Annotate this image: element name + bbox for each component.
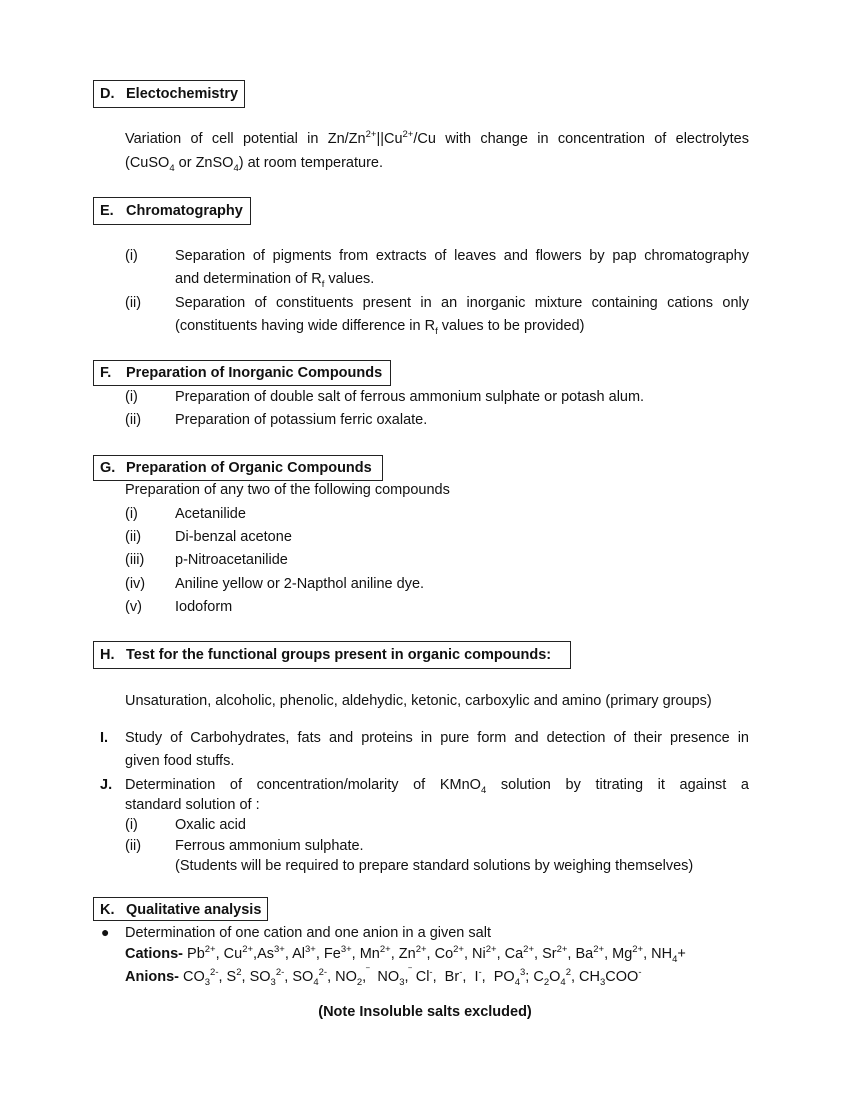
- i-letter: I.: [100, 730, 109, 746]
- section-f-title: Preparation of Inorganic Compounds: [126, 365, 383, 381]
- e2-l2a: (constituents having wide difference in R: [175, 318, 436, 334]
- section-f-item-2: [125, 409, 749, 432]
- j-l1b: solution by titrating it against a: [486, 777, 750, 793]
- g-item-2-num: (ii): [125, 529, 142, 545]
- e1-l2sub: f: [321, 278, 325, 290]
- e-item-1-line2: [175, 268, 749, 291]
- j-letter: J.: [100, 777, 113, 793]
- cations-label: Cations-: [125, 946, 183, 962]
- bullet-icon: ●: [101, 924, 110, 940]
- section-g-letter: G.: [100, 460, 116, 476]
- f-item-2-text: Preparation of potassium ferric oxalate.: [175, 412, 428, 428]
- f-item-1-text: Preparation of double salt of ferrous ammonium sulphate or potash alum.: [175, 389, 645, 405]
- section-e-item-1: [125, 245, 749, 268]
- section-k-title: Qualitative analysis: [126, 901, 262, 918]
- e1-l2b: values.: [324, 271, 375, 287]
- section-g-item-5: [125, 596, 749, 619]
- j-item-2-num: (ii): [125, 838, 142, 854]
- section-h-letter: H.: [100, 647, 115, 663]
- section-k-underline: [93, 920, 268, 921]
- e2-l2b: values to be provided): [437, 318, 585, 334]
- section-j-letter: [100, 774, 112, 797]
- section-k-note: (Note Insoluble salts excluded): [318, 1004, 532, 1020]
- section-f-letter: F.: [100, 365, 112, 381]
- g-item-3-text: p-Nitroacetanilide: [175, 552, 288, 568]
- section-g-item-4: [125, 573, 749, 596]
- e-item-2-line2: [175, 315, 749, 338]
- section-e-letter: E.: [100, 203, 114, 219]
- section-j-item-1: [125, 814, 749, 837]
- section-i-line2: given food stuffs.: [125, 753, 235, 769]
- g-item-5-text: Iodoform: [175, 599, 233, 615]
- e-item-2-num: (ii): [125, 295, 142, 311]
- d-sup1: 2+: [365, 129, 377, 141]
- g-item-2-text: Di-benzal acetone: [175, 529, 292, 545]
- d-sub2: 4: [233, 162, 239, 174]
- g-item-1-num: (i): [125, 506, 138, 522]
- section-f-header: [93, 360, 391, 386]
- section-h-text: Unsaturation, alcoholic, phenolic, aldehydic, ketonic, carboxylic and amino (primary groups): [125, 693, 712, 709]
- section-d-letter: D.: [100, 86, 115, 102]
- e2-l2sub: f: [435, 325, 438, 337]
- e-item-1-num: (i): [125, 248, 138, 264]
- section-h-header: [93, 641, 571, 669]
- d-text-f: ) at room temperature.: [238, 155, 383, 171]
- anions-label: Anions-: [125, 969, 179, 985]
- d-text-e: or ZnSO: [174, 155, 234, 171]
- j-l1a: Determination of concentration/molarity of KMnO: [125, 777, 481, 793]
- section-d-title: Electochemistry: [126, 86, 239, 102]
- d-text-d: (CuSO: [125, 155, 170, 171]
- section-j-note: (Students will be required to prepare standard solutions by weighing themselves): [175, 858, 694, 874]
- anions-line: Anions- $CO_3^{2-}$, $S^2$, $SO_3^{2-}$, $SO_4^{2-}$, $NO_2,^‾$ $NO_3,^‾$ Cl-, Br-, I-, $PO_4^3$; $C_2O_4^2$, $CH_3COO^-$: [125, 967, 642, 988]
- d-sup2: 2+: [402, 129, 414, 141]
- j-item-1-num: (i): [125, 817, 138, 833]
- d-sub1: 4: [169, 162, 175, 174]
- section-e-item-2: [125, 292, 749, 315]
- g-item-3-num: (iii): [125, 552, 145, 568]
- d-text-c: /Cu with change in concentration of electrolytes: [413, 131, 749, 147]
- section-g-item-1: [125, 503, 749, 526]
- g-item-1-text: Acetanilide: [175, 506, 246, 522]
- section-g-header: [93, 455, 383, 481]
- section-k-letter: K.: [100, 901, 115, 918]
- section-h-title: Test for the functional groups present in organic compounds:: [126, 647, 552, 663]
- section-g-item-2: [125, 526, 749, 549]
- cations-line: Cations- $Pb^{2+}$, $Cu^{2+},As^{3+}$, $Al^{3+}$, $Fe^{3+}$, $Mn^{2+}$, $Zn^{2+}$, $Co^{2+}$, $Ni^{2+}$, $Ca^{2+}$, $Sr^{2+}$, $Ba^{2+}$, $Mg^{2+}$, $NH_4+$: [125, 944, 686, 965]
- section-g-item-3: [125, 549, 749, 572]
- g-item-4-num: (iv): [125, 576, 146, 592]
- section-i-letter: [100, 727, 108, 750]
- e1-l2a: and determination of R: [175, 271, 322, 287]
- d-text-b: ||Cu: [376, 131, 403, 147]
- section-k-bullet-text: Determination of one cation and one anion in a given salt: [125, 925, 491, 941]
- section-d-header: [93, 80, 245, 108]
- section-d-text-line2: [125, 152, 749, 175]
- d-text-a: Variation of cell potential in Zn/Zn: [125, 131, 366, 147]
- section-f-item-1: [125, 386, 749, 409]
- f-item-2-num: (ii): [125, 412, 142, 428]
- section-g-intro: Preparation of any two of the following compounds: [125, 482, 450, 498]
- g-item-4-text: Aniline yellow or 2-Napthol aniline dye.: [175, 576, 425, 592]
- section-i-line1: Study of Carbohydrates, fats and proteins in pure form and detection of their presence in: [125, 730, 749, 746]
- section-e-header: [93, 197, 251, 225]
- section-d-text-line1: [125, 128, 749, 151]
- j-l1sub: 4: [480, 784, 487, 796]
- section-j-line2: standard solution of :: [125, 797, 260, 813]
- e-item-1-line1: Separation of pigments from extracts of leaves and flowers by pap chromatography: [175, 248, 749, 264]
- j-item-2-text: Ferrous ammonium sulphate.: [175, 838, 364, 854]
- g-item-5-num: (v): [125, 599, 142, 615]
- section-e-title: Chromatography: [126, 203, 243, 219]
- f-item-1-num: (i): [125, 389, 138, 405]
- section-g-title: Preparation of Organic Compounds: [126, 460, 372, 476]
- j-item-1-text: Oxalic acid: [175, 817, 246, 833]
- section-k-header: [93, 897, 268, 921]
- e-item-2-line1: Separation of constituents present in an inorganic mixture containing cations only: [175, 295, 749, 311]
